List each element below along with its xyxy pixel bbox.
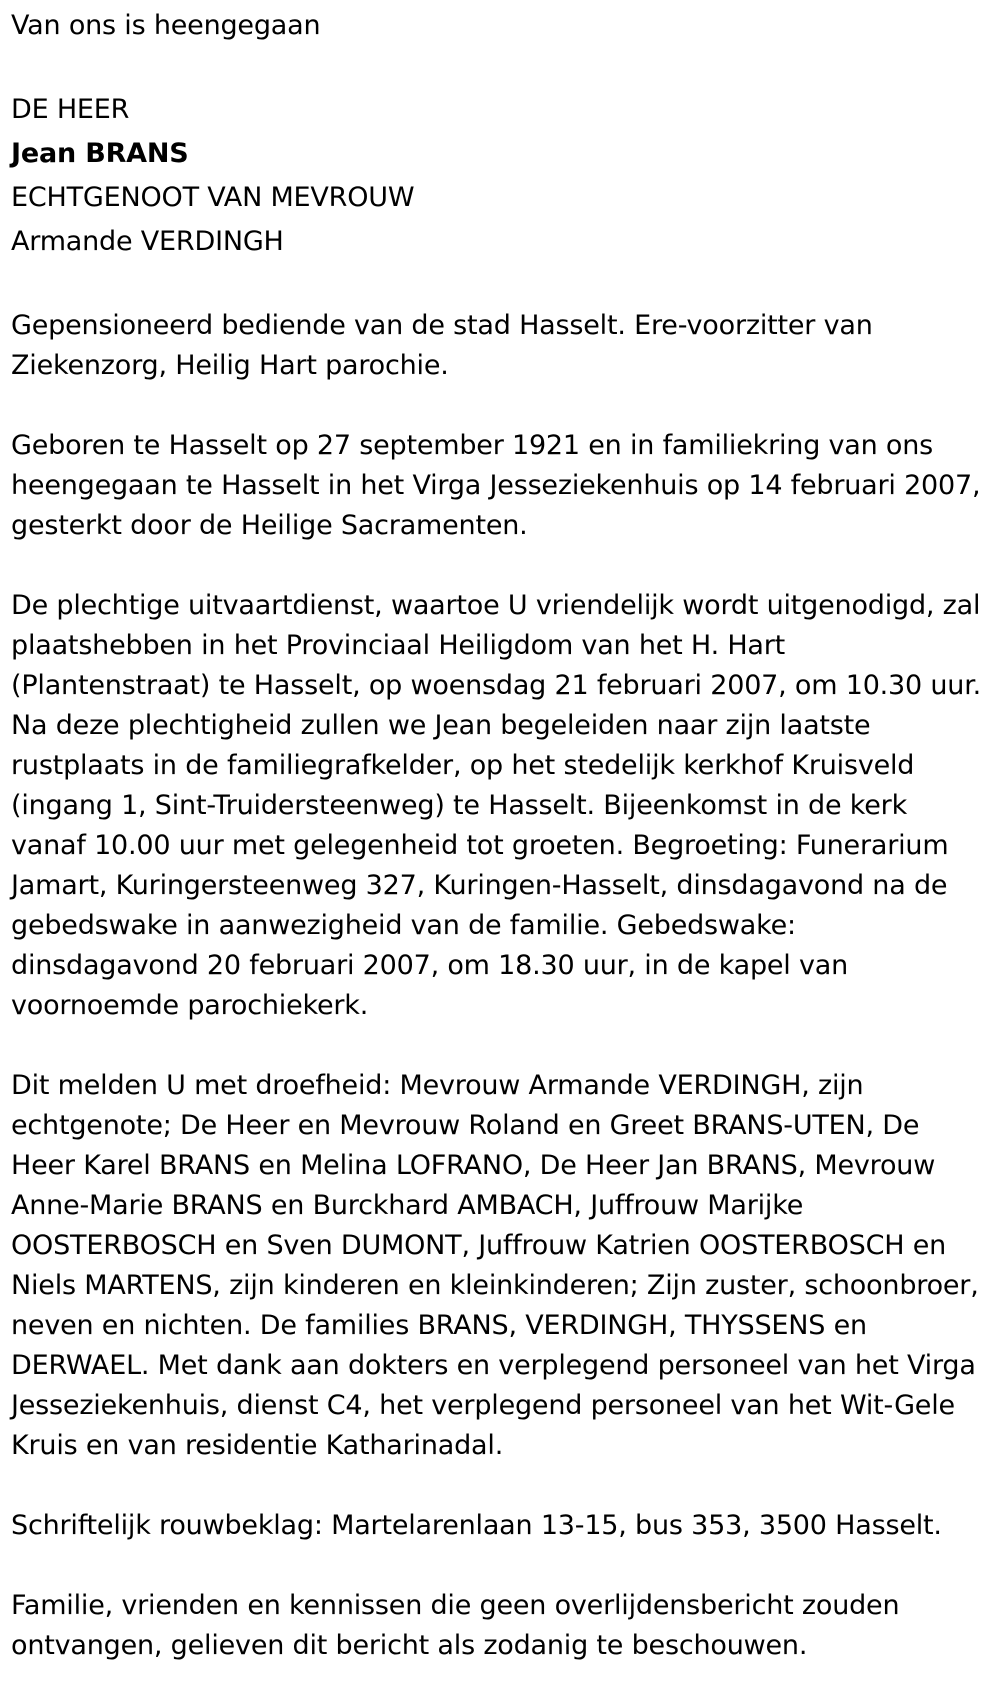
birth-death-paragraph: Geboren te Hasselt op 27 september 1921 en in familiekring van ons heengegaan te Hasselt in het Virga Jesseziekenhuis op 14 februari 2007, gesterkt door de Heilige Sacramenten. [11,430,981,541]
condolences-paragraph: Schriftelijk rouwbeklag: Martelarenlaan 13-15, bus 353, 3500 Hasselt. [11,1510,942,1541]
occupation-paragraph: Gepensioneerd bediende van de stad Hasselt. Ere-voorzitter van Ziekenzorg, Heilig Hart parochie. [11,310,873,381]
family-paragraph: Dit melden U met droefheid: Mevrouw Armande VERDINGH, zijn echtgenote; De Heer en Mevrouw Roland en Greet BRANS-UTEN, De Heer Karel BRANS en Melina LOFRANO, De Heer Jan BRANS, Mevrouw Anne-Marie BRANS en Burckhard AMBACH, Juffrouw Marijke OOSTERBOSCH en Sven DUMONT, Juffrouw Katrien OOSTERBOSCH en Niels MARTENS, zijn kinderen en kleinkinderen; Zijn zuster, schoonbroer, neven en nichten. De families BRANS, VERDINGH, THYSSENS en DERWAEL. Met dank aan dokters en verplegend personeel van het Virga Jesseziekenhuis, dienst C4, het verplegend personeel van het Wit-Gele Kruis en van residentie Katharinadal. [11,1070,979,1461]
relation-line: ECHTGENOOT VAN MEVROUW [11,182,415,213]
closing-paragraph: Familie, vrienden en kennissen die geen overlijdensbericht zouden ontvangen, gelieven dit bericht als zodanig te beschouwen. [11,1590,900,1661]
spouse-name: Armande VERDINGH [11,226,284,257]
funeral-paragraph: De plechtige uitvaartdienst, waartoe U vriendelijk wordt uitgenodigd, zal plaatshebben in het Provinciaal Heiligdom van het H. Hart (Plantenstraat) te Hasselt, op woensdag 21 februari 2007, om 10.30 uur. Na deze plechtigheid zullen we Jean begeleiden naar zijn laatste rustplaats in de familiegrafkelder, op het stedelijk kerkhof Kruisveld (ingang 1, Sint-Truidersteenweg) te Hasselt. Bijeenkomst in de kerk vanaf 10.00 uur met gelegenheid tot groeten. Begroeting: Funerarium Jamart, Kuringersteenweg 327, Kuringen-Hasselt, dinsdagavond na de gebedswake in aanwezigheid van de familie. Gebedswake: dinsdagavond 20 februari 2007, om 18.30 uur, in de kapel van voornoemde parochiekerk. [11,590,982,1021]
title-line: DE HEER [11,94,130,125]
deceased-name: Jean BRANS [11,138,189,169]
intro-line: Van ons is heengegaan [11,10,321,41]
